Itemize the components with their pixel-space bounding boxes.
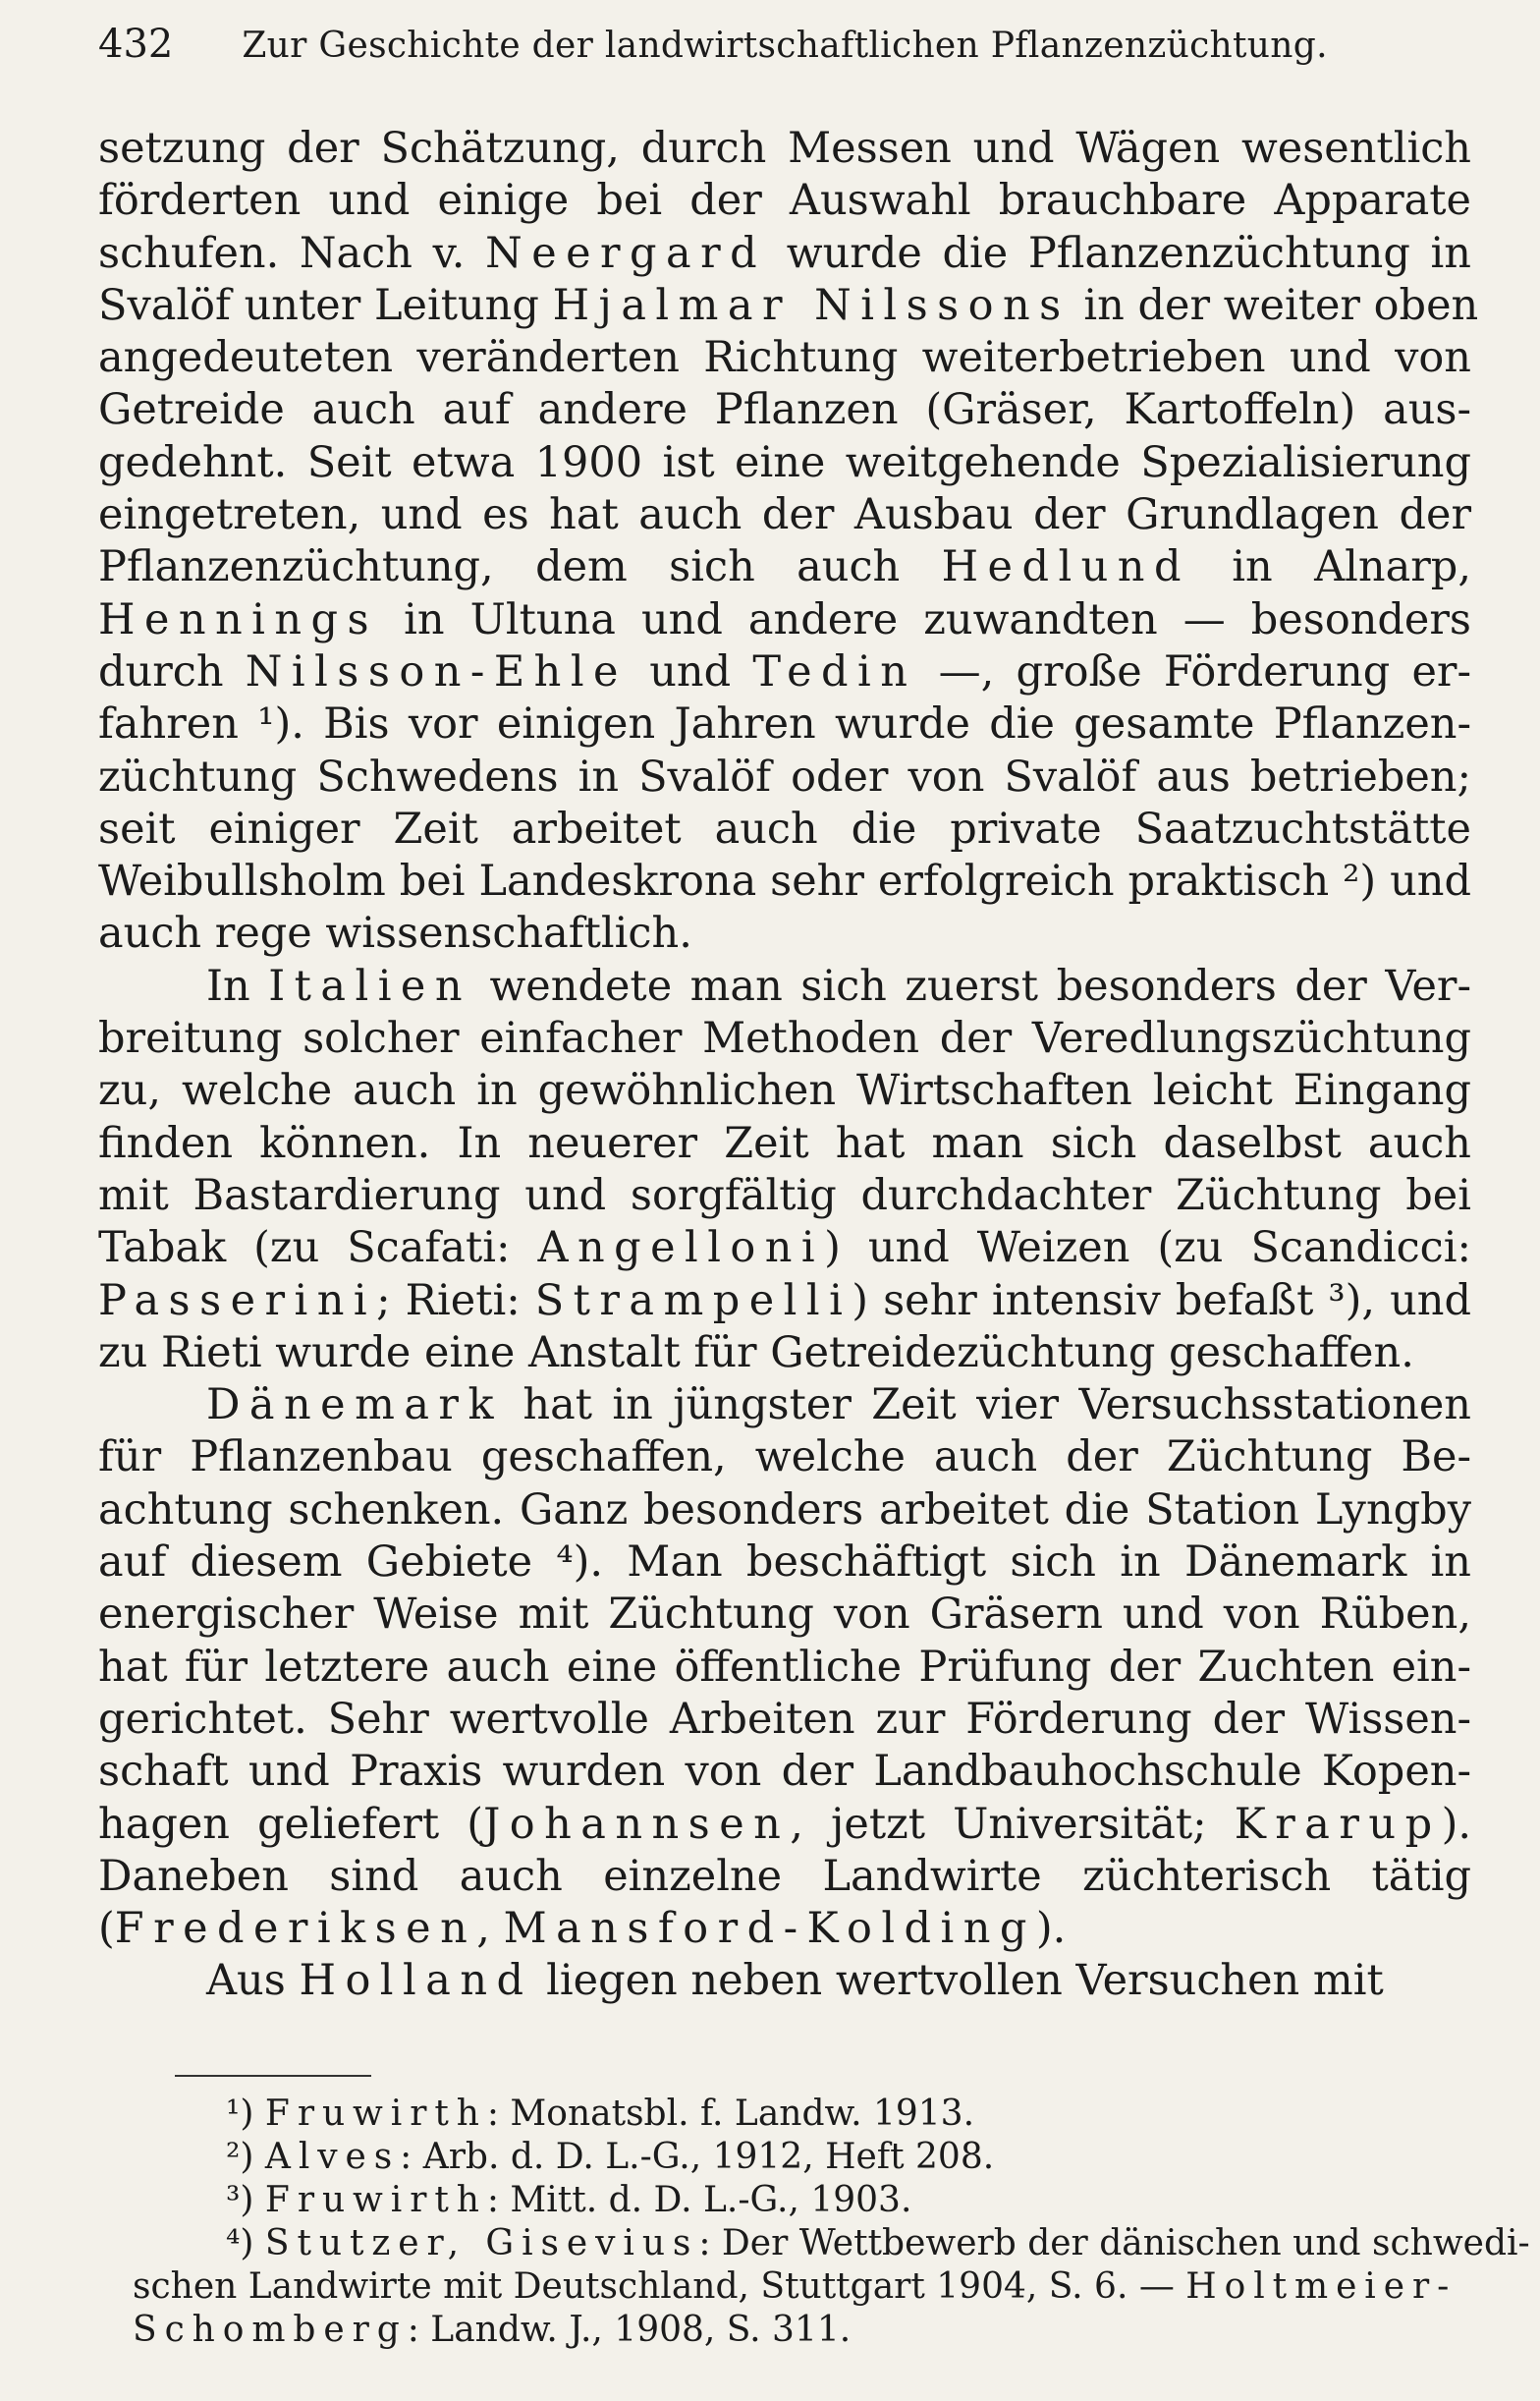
text-segment: Pflanzenzüchtung, dem sich auch — [98, 542, 942, 592]
text-segment: hat für letztere auch eine öffentliche Prüfung der Zuchten ein- — [98, 1642, 1471, 1692]
text-segment: Getreide auch auf andere Pflanzen (Gräser, Kartoffeln) aus- — [98, 385, 1471, 435]
spaced-name: Neergard — [485, 228, 767, 278]
text-segment: mit Bastardierung und sorgfältig durchdachter Züchtung bei — [98, 1170, 1471, 1220]
spaced-name: Hjalmar Nilssons — [552, 280, 1071, 330]
text-segment: ) sehr intensiv befaßt ³), und — [852, 1275, 1472, 1325]
text-line — [98, 1642, 1471, 1694]
spaced-name: Strampelli — [534, 1275, 852, 1325]
spaced-name: Hennings — [98, 594, 379, 644]
text-segment: gedehnt. Seit etwa 1900 ist eine weitgehende Spezialisierung — [98, 437, 1471, 487]
text-segment: —, große Förderung er- — [916, 646, 1471, 697]
text-segment: wendete man sich zuerst besonders der Ver- — [470, 961, 1471, 1011]
footnote-line — [133, 2265, 1488, 2309]
spaced-name: Schomberg — [133, 2310, 408, 2350]
text-line — [98, 1327, 1471, 1379]
spaced-name: Nilsson-Ehle — [245, 646, 628, 697]
text-line — [98, 646, 1471, 698]
text-line — [98, 594, 1471, 646]
spaced-name: Tedin — [752, 646, 917, 697]
footnotes — [133, 2093, 1530, 2352]
spaced-name: Angelloni — [537, 1223, 825, 1273]
spaced-name: Stutzer, Gisevius — [264, 2223, 699, 2263]
text-segment: achtung schenken. Ganz besonders arbeitet die Station Lyngby — [98, 1484, 1471, 1535]
text-segment: durch — [98, 646, 246, 697]
text-segment: - — [1437, 2266, 1450, 2307]
text-line — [98, 280, 1479, 332]
spaced-name: Holland — [299, 1956, 533, 2006]
text-line — [98, 1955, 1471, 2007]
text-segment: ⁴) — [226, 2223, 265, 2263]
text-segment: In — [206, 961, 269, 1011]
text-line — [98, 908, 1471, 960]
text-line — [98, 1903, 1471, 1955]
text-segment: : Mitt. d. D. L.-G., 1903. — [486, 2180, 912, 2220]
text-line — [98, 1589, 1471, 1641]
text-line — [98, 437, 1471, 489]
text-line — [98, 1065, 1471, 1117]
text-segment: Weibullsholm bei Landeskrona sehr erfolgreich praktisch ²) und — [98, 857, 1471, 907]
text-line — [98, 384, 1471, 436]
spaced-name: Alves — [264, 2137, 401, 2177]
text-line — [98, 175, 1471, 227]
text-line — [98, 856, 1471, 908]
spaced-name: Dänemark — [206, 1380, 503, 1430]
text-line — [98, 1431, 1471, 1483]
text-segment: breitung solcher einfacher Methoden der Veredlungszüchtung — [98, 1014, 1471, 1064]
text-segment: in der weiter oben — [1070, 280, 1479, 330]
text-segment: in Alnarp, — [1189, 542, 1471, 592]
spaced-name: Johannsen — [483, 1799, 791, 1849]
text-line — [98, 804, 1471, 856]
footnote-line — [133, 2179, 1488, 2222]
text-segment: angedeuteten veränderten Richtung weiterbetrieben und von — [98, 333, 1471, 383]
text-segment: Daneben sind auch einzelne Landwirte züchterisch tätig — [98, 1851, 1471, 1901]
text-segment: : Der Wettbewerb der dänischen und schwedi- — [698, 2223, 1530, 2263]
text-segment: Aus — [206, 1956, 300, 2006]
text-segment: ). — [1441, 1799, 1472, 1849]
spaced-name: Holtmeier — [1185, 2266, 1438, 2307]
text-segment: seit einiger Zeit arbeitet auch die private Saatzuchtstätte — [98, 804, 1471, 854]
spaced-name: Fruwirth — [264, 2180, 487, 2220]
text-segment: energischer Weise mit Züchtung von Gräsern und von Rüben, — [98, 1590, 1471, 1640]
text-line — [98, 1275, 1471, 1327]
text-line — [98, 1379, 1471, 1431]
text-segment: für Pflanzenbau geschaffen, welche auch der Züchtung Be- — [98, 1432, 1471, 1482]
text-segment: ²) — [226, 2137, 265, 2177]
text-line — [98, 961, 1471, 1013]
footnote-line — [133, 2222, 1530, 2265]
text-line — [98, 541, 1471, 593]
text-line — [98, 1118, 1471, 1170]
text-segment: , — [476, 1904, 504, 1954]
text-segment: ; Rieti: — [376, 1275, 535, 1325]
footnote-line — [133, 2136, 1488, 2179]
text-line — [98, 1851, 1471, 1903]
text-line — [98, 698, 1471, 751]
text-line — [98, 332, 1471, 384]
text-line — [98, 1694, 1471, 1746]
text-segment: hat in jüngster Zeit vier Versuchsstationen — [502, 1380, 1471, 1430]
text-segment: ) und Weizen (zu Scandicci: — [824, 1223, 1472, 1273]
spaced-name: Mansford-Kolding — [503, 1904, 1036, 1954]
running-head: Zur Geschichte der landwirtschaftlichen Pflanzenzüchtung. — [242, 26, 1328, 66]
text-segment: : Arb. d. D. L.-G., 1912, Heft 208. — [400, 2137, 995, 2177]
spaced-name: Krarup — [1234, 1799, 1442, 1849]
text-segment: : Landw. J., 1908, S. 311. — [407, 2310, 852, 2350]
footnote-line — [133, 2309, 1488, 2352]
text-segment: zu, welche auch in gewöhnlichen Wirtschaften leicht Eingang — [98, 1066, 1471, 1116]
text-segment: liegen neben wertvollen Versuchen mit — [532, 1956, 1384, 2006]
text-segment: schaft und Praxis wurden von der Landbauhochschule Kopen- — [98, 1747, 1471, 1797]
body-text — [98, 123, 1479, 2008]
text-line — [98, 1799, 1471, 1851]
text-segment: hagen geliefert ( — [98, 1799, 484, 1849]
text-line — [98, 1222, 1471, 1274]
text-segment: : Monatsbl. f. Landw. 1913. — [486, 2094, 975, 2134]
text-line — [98, 1013, 1471, 1065]
text-segment: auch rege wissenschaftlich. — [98, 909, 692, 959]
text-line — [98, 752, 1471, 804]
spaced-name: Passerini — [98, 1275, 377, 1325]
text-segment: schen Landwirte mit Deutschland, Stuttgart 1904, S. 6. — — [133, 2266, 1186, 2307]
footnote-line — [133, 2093, 1488, 2136]
text-segment: förderten und einige bei der Auswahl brauchbare Apparate — [98, 176, 1471, 226]
spaced-name: Italien — [268, 961, 471, 1011]
text-line — [98, 1746, 1471, 1798]
footnote-rule — [175, 2075, 371, 2077]
text-segment: ¹) — [226, 2094, 265, 2134]
text-segment: und — [627, 646, 753, 697]
text-segment: in Ultuna und andere zuwandten — besonders — [378, 594, 1471, 644]
text-line — [98, 489, 1471, 541]
text-line — [98, 228, 1471, 280]
text-segment: ( — [98, 1904, 115, 1954]
text-segment: Svalöf unter Leitung — [98, 280, 553, 330]
text-line — [98, 123, 1471, 175]
spaced-name: Frederiksen — [114, 1904, 477, 1954]
text-line — [98, 1484, 1471, 1536]
text-segment: wurde die Pflanzenzüchtung in — [766, 228, 1471, 278]
text-line — [98, 1536, 1471, 1589]
text-segment: züchtung Schwedens in Svalöf oder von Svalöf aus betrieben; — [98, 752, 1471, 802]
text-segment: setzung der Schätzung, durch Messen und Wägen wesentlich — [98, 124, 1471, 173]
text-segment: auf diesem Gebiete ⁴). Man beschäftigt sich in Dänemark in — [98, 1537, 1471, 1588]
text-segment: , jetzt Universität; — [790, 1799, 1235, 1849]
text-line — [98, 1170, 1471, 1222]
text-segment: ³) — [226, 2180, 265, 2220]
spaced-name: Hedlund — [941, 542, 1190, 592]
text-segment: Tabak (zu Scafati: — [98, 1223, 538, 1273]
spaced-name: Fruwirth — [264, 2094, 487, 2134]
text-segment: schufen. Nach v. — [98, 228, 486, 278]
text-segment: ). — [1035, 1904, 1067, 1954]
text-segment: zu Rieti wurde eine Anstalt für Getreidezüchtung geschaffen. — [98, 1327, 1414, 1377]
page-header — [98, 22, 1375, 90]
page-number: 432 — [98, 22, 174, 67]
text-segment: fahren ¹). Bis vor einigen Jahren wurde die gesamte Pflanzen- — [98, 699, 1471, 750]
text-segment: gerichtet. Sehr wertvolle Arbeiten zur Förderung der Wissen- — [98, 1694, 1471, 1744]
text-segment: finden können. In neuerer Zeit hat man sich daselbst auch — [98, 1118, 1471, 1168]
text-segment: eingetreten, und es hat auch der Ausbau der Grundlagen der — [98, 490, 1471, 540]
